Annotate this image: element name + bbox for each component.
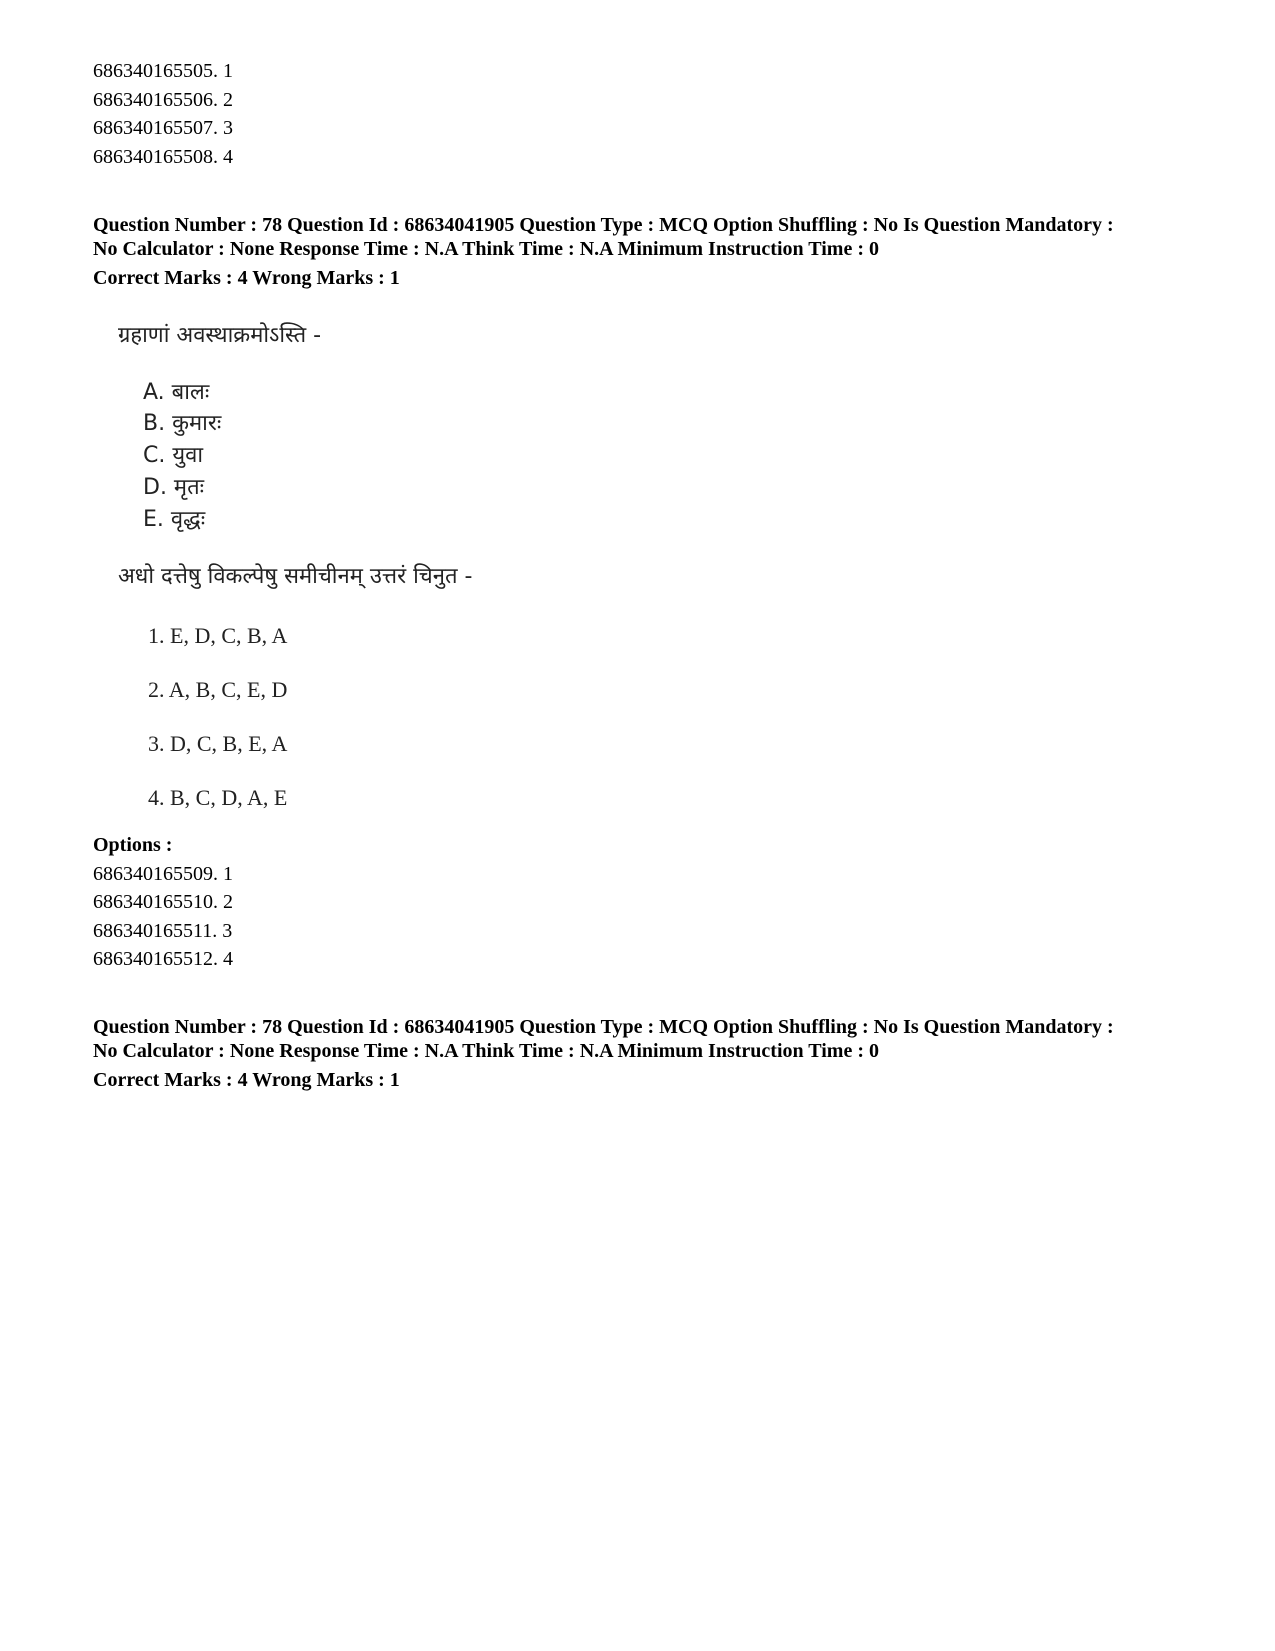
answer-choice: 2. A, B, C, E, D [148, 677, 288, 702]
question-marks-line: Correct Marks : 4 Wrong Marks : 1 [93, 1069, 400, 1091]
question-item: D. मृतः [143, 475, 205, 500]
option-line: 686340165510. 2 [93, 891, 233, 913]
question-prompt: ग्रहाणां अवस्थाक्रमोऽस्ति - [118, 323, 322, 348]
question-item: A. बालः [143, 380, 210, 405]
option-line: 686340165509. 1 [93, 863, 233, 885]
answer-choice: 4. B, C, D, A, E [148, 785, 288, 810]
question-marks-line: Correct Marks : 4 Wrong Marks : 1 [93, 267, 400, 289]
option-line: 686340165507. 3 [93, 117, 233, 139]
option-line: 686340165506. 2 [93, 89, 233, 111]
question-meta-line: Question Number : 78 Question Id : 68634041905 Question Type : MCQ Option Shuffling : No Is Question Mandatory : [93, 1016, 1114, 1038]
question-item: C. युवा [143, 443, 204, 468]
option-line: 686340165512. 4 [93, 948, 233, 970]
question-item: B. कुमारः [143, 411, 222, 436]
options-label: Options : [93, 834, 173, 856]
question-instruction: अधो दत्तेषु विकल्पेषु समीचीनम् उत्तरं चिनुत - [118, 564, 473, 589]
option-line: 686340165505. 1 [93, 60, 233, 82]
question-item: E. वृद्धः [143, 507, 206, 532]
answer-choice: 3. D, C, B, E, A [148, 731, 288, 756]
question-meta-line: Question Number : 78 Question Id : 68634041905 Question Type : MCQ Option Shuffling : No Is Question Mandatory : [93, 214, 1114, 236]
option-line: 686340165508. 4 [93, 146, 233, 168]
option-line: 686340165511. 3 [93, 920, 233, 942]
question-meta-line: No Calculator : None Response Time : N.A Think Time : N.A Minimum Instruction Time : 0 [93, 238, 879, 260]
question-meta-line: No Calculator : None Response Time : N.A Think Time : N.A Minimum Instruction Time : 0 [93, 1040, 879, 1062]
answer-choice: 1. E, D, C, B, A [148, 623, 288, 648]
